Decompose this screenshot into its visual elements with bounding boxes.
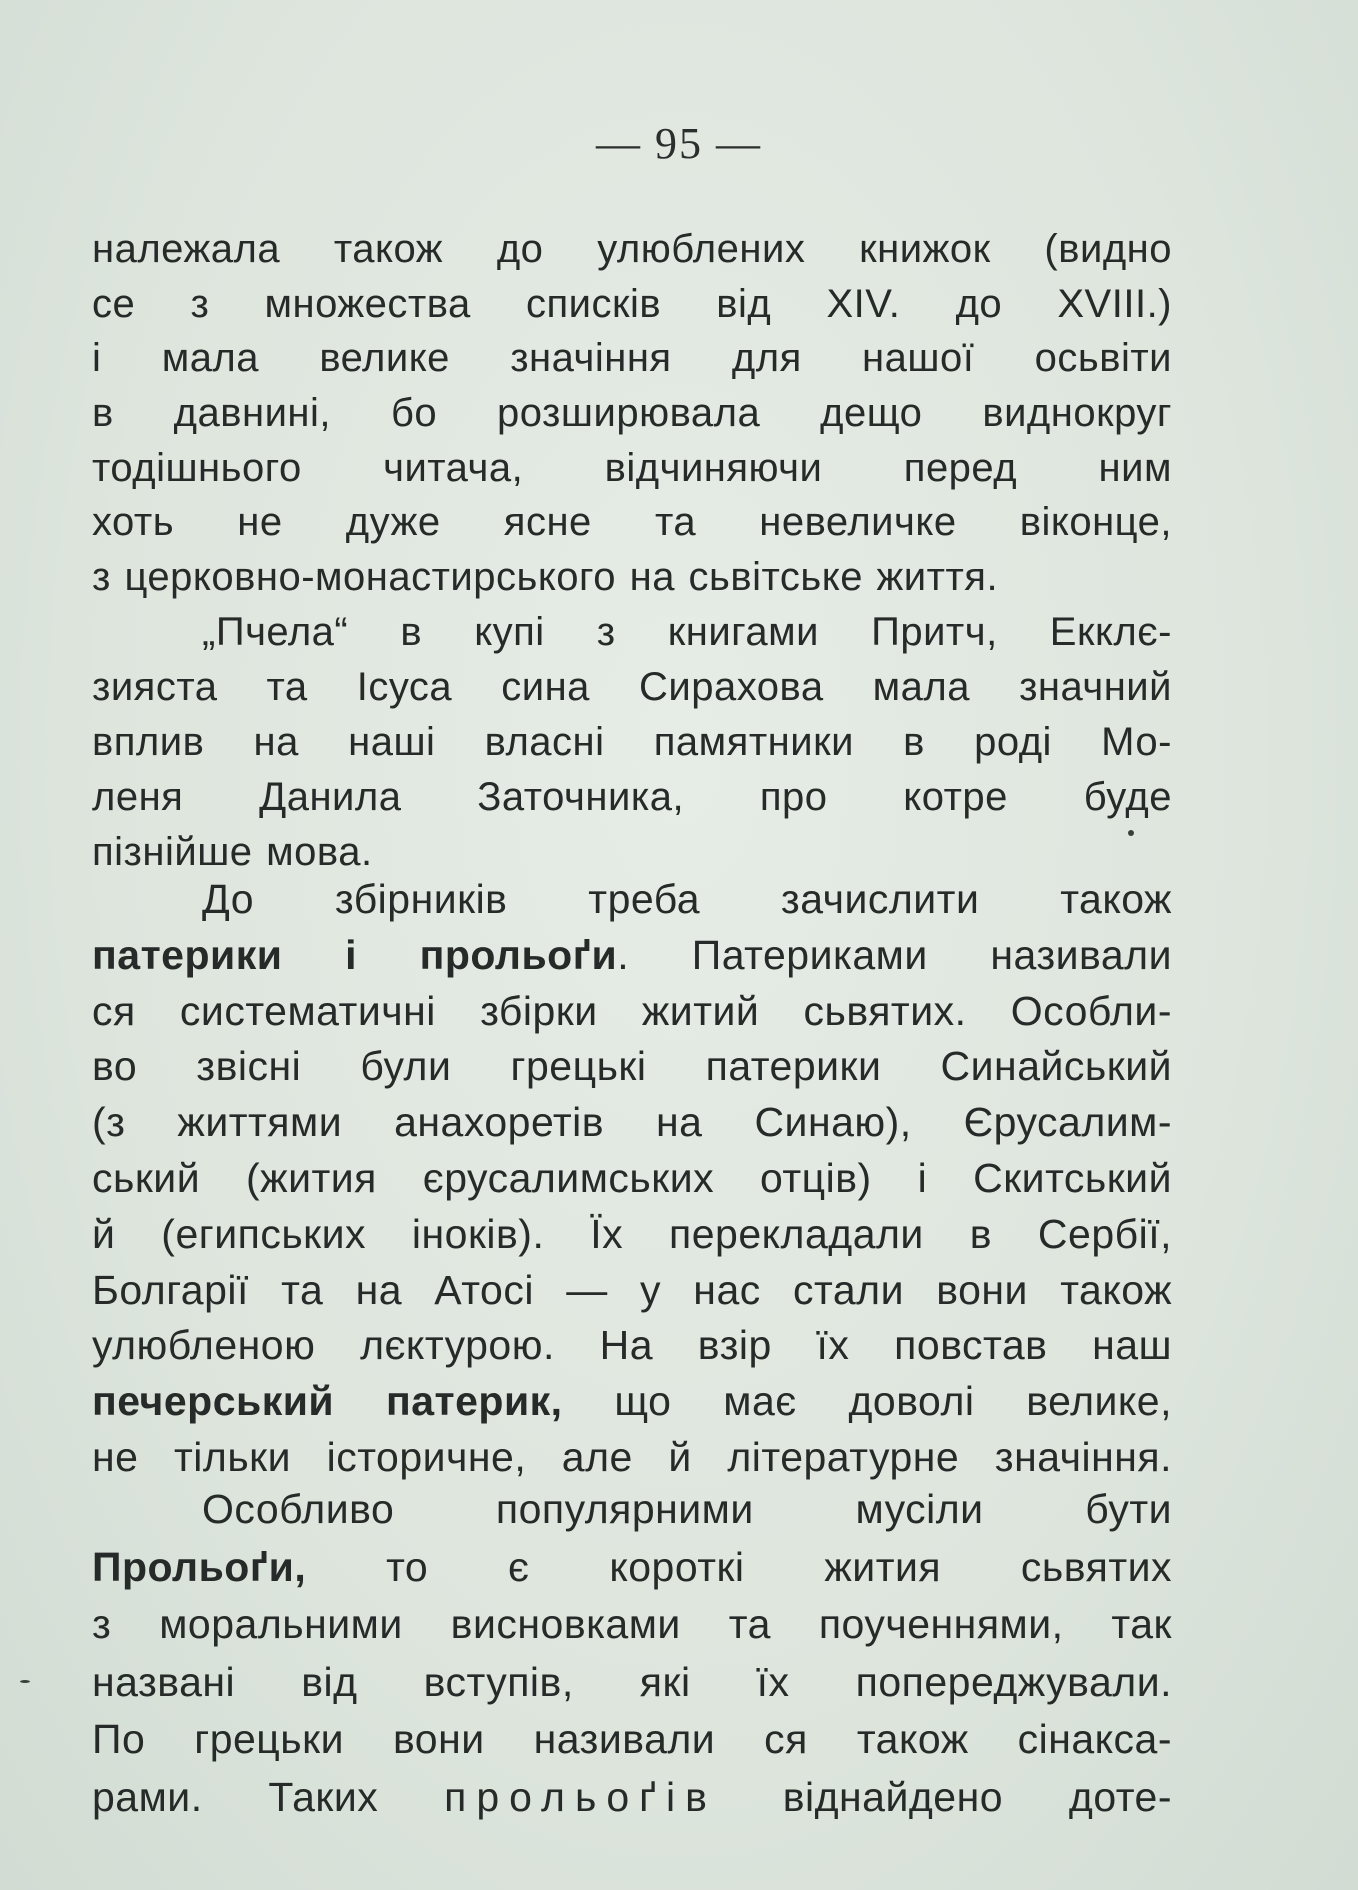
paragraph-3 (92, 872, 1172, 1486)
text-line (92, 928, 1172, 984)
text-line: ський (жития єрусалимських отців) і Скитський (92, 1154, 1172, 1201)
text-line: во звісні були грецькі патерики Синайський (92, 1043, 1172, 1090)
text-line (92, 1374, 1172, 1430)
text-line: пізнійше мова. (92, 830, 373, 874)
bold-term: Прольоґи, (92, 1543, 307, 1590)
text-line: в давнині, бо розширювала дещо виднокруг (92, 391, 1172, 436)
text-line: (з життями анахоретів на Синаю), Єрусалим- (92, 1099, 1172, 1146)
text-span: що має доволі велике, (562, 1378, 1172, 1425)
text-line: вплив на наші власні памятники в роді Мо- (92, 720, 1172, 764)
ink-speck (1128, 830, 1134, 836)
text-line: названі від вступів, які їх попереджували. (92, 1658, 1172, 1705)
text-span: віднайдено доте- (716, 1773, 1172, 1820)
text-line: належала також до улюблених книжок (видно (92, 227, 1172, 271)
text-line: з церковно-монастирського на сьвітське життя. (92, 555, 999, 600)
text-span: рами. Таких (92, 1773, 445, 1820)
spaced-term: прольоґів (444, 1773, 717, 1820)
text-line (92, 1769, 1172, 1827)
bold-term: печерський патерик, (92, 1378, 563, 1425)
text-line: і мала велике значіння для нашої осьвіти (92, 336, 1172, 381)
text-line: й (египських іноків). Їх перекладали в Сербії, (92, 1210, 1172, 1257)
text-line: зияста та Ісуса сина Сирахова мала значний (92, 665, 1172, 709)
text-line: не тільки історичне, але й літературне значіння. (92, 1433, 1172, 1480)
text-line: з моральними висновками та поученнями, так (92, 1601, 1172, 1647)
text-line: До збірників треба зачислити також (202, 876, 1172, 922)
page-number: — 95 — (596, 119, 762, 168)
text-line: тодішнього читача, відчиняючи перед ним (92, 445, 1172, 490)
text-line: се з множества списків від XIV. до XVIII.) (92, 281, 1172, 326)
ink-speck (20, 1680, 30, 1683)
paragraph-4 (92, 1481, 1172, 1826)
paragraph-2 (92, 605, 1172, 880)
text-line (92, 1539, 1172, 1597)
text-line: хоть не дуже ясне та невеличке віконце, (92, 500, 1172, 545)
text-line: леня Данила Заточника, про котре буде (92, 775, 1172, 819)
paragraph-1 (92, 222, 1172, 605)
text-span: . Патериками називали (617, 931, 1173, 978)
text-line: ся систематичні збірки житий сьвятих. Особли- (92, 987, 1172, 1034)
text-line: улюбленою лєктурою. На взір їх повстав наш (92, 1322, 1172, 1369)
text-line: По грецьки вони називали ся також сінакса- (92, 1716, 1172, 1762)
text-line: Болгарії та на Атосі — у нас стали вони також (92, 1266, 1172, 1313)
text-line: „Пчела“ в купі з книгами Притч, Екклє- (202, 610, 1172, 654)
text-span: то є короткі жития сьвятих (306, 1543, 1172, 1590)
bold-term: патерики і прольоґи (92, 931, 618, 978)
text-line: Особливо популярними мусіли бути (202, 1486, 1172, 1532)
